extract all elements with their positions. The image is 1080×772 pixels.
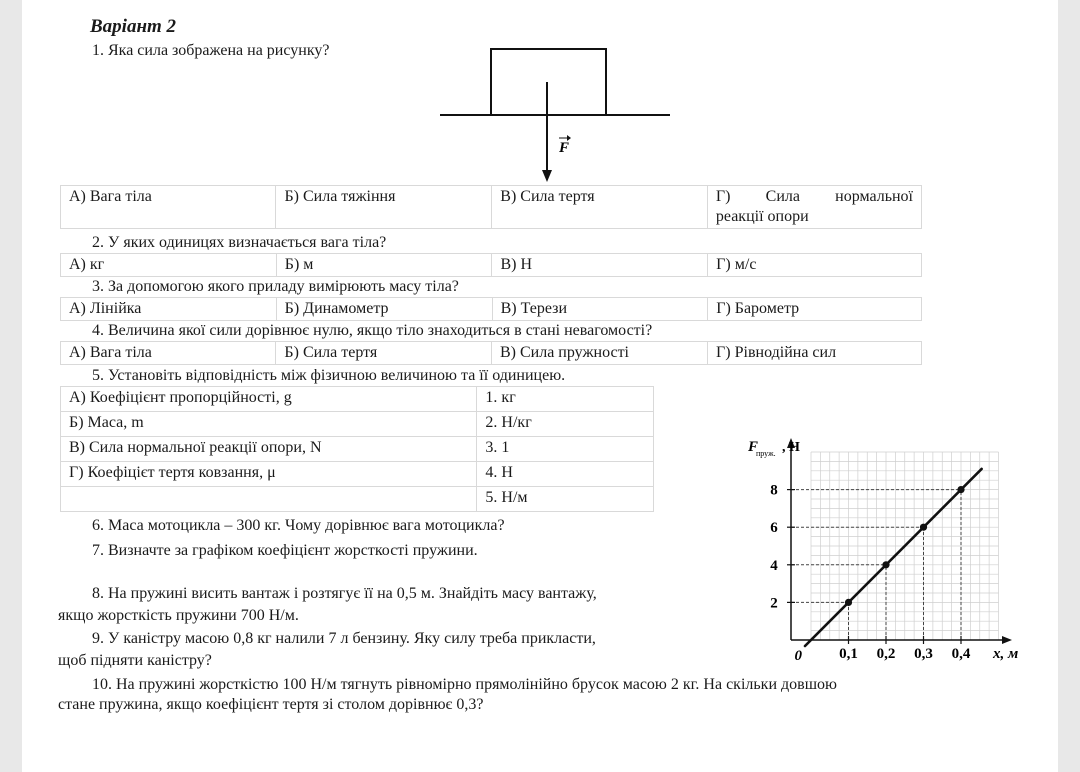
variant-title: Варіант 2 — [90, 16, 177, 37]
q4-option-c: В) Сила пружності — [491, 342, 707, 365]
q2-option-a: А) кг — [61, 254, 277, 277]
y-tick-label: 8 — [770, 482, 778, 499]
y-axis-label-main: F — [748, 439, 759, 455]
q5-right-5: 5. Н/м — [477, 487, 654, 512]
q1-option-c: В) Сила тертя — [492, 186, 708, 229]
q5-left-a: А) Коефіцієнт пропорційності, g — [61, 387, 477, 412]
origin-label: 0 — [794, 648, 802, 664]
question-8-line-1: 8. На пружині висить вантаж і розтягує її на 0,5 м. Знайдіть масу вантажу, — [92, 585, 597, 602]
q5-left-empty — [61, 487, 477, 512]
q5-right-3: 3. 1 — [477, 437, 654, 462]
q1-option-d — [707, 186, 921, 229]
q5-left-b: Б) Маса, m — [61, 412, 477, 437]
q5-right-1: 1. кг — [477, 387, 654, 412]
q2-option-d: Г) м/с — [708, 254, 922, 277]
series-line — [805, 469, 982, 646]
y-tick-label: 6 — [770, 520, 778, 537]
q3-option-a: А) Лінійка — [61, 298, 277, 321]
q5-left-c: В) Сила нормальної реакції опори, N — [61, 437, 477, 462]
q5-right-4: 4. Н — [477, 462, 654, 487]
chart-series — [805, 469, 982, 646]
question-4: 4. Величина якої сили дорівнює нулю, якщо тіло знаходиться в стані невагомості? — [92, 322, 653, 339]
question-10-line-1: 10. На пружині жорсткістю 100 Н/м тягнуть рівномірно прямолінійно брусок масою 2 кг. На скільки довшою — [92, 676, 837, 693]
q2-options-table — [60, 253, 922, 277]
question-5: 5. Установіть відповідність між фізичною величиною та її одиницею. — [92, 367, 566, 384]
q2-option-c: В) Н — [492, 254, 708, 277]
force-label: F — [559, 140, 570, 156]
question-2: 2. У яких одиницях визначається вага тіла? — [92, 234, 387, 251]
q3-option-b: Б) Динамометр — [276, 298, 492, 321]
x-tick-label: 0,1 — [839, 646, 858, 662]
y-axis-label-unit: , Н — [782, 440, 800, 455]
block-rect — [491, 49, 606, 115]
question-9-line-2: щоб підняти каністру? — [58, 652, 212, 669]
q2-option-b: Б) м — [276, 254, 492, 277]
q4-options-table — [60, 341, 922, 365]
question-9-line-1: 9. У каністру масою 0,8 кг налили 7 л бензину. Яку силу треба прикласти, — [92, 630, 596, 647]
q4-option-d: Г) Рівнодійна сил — [708, 342, 922, 365]
question-1: 1. Яка сила зображена на рисунку? — [92, 42, 330, 59]
data-point — [920, 524, 927, 531]
data-point — [957, 486, 964, 493]
q5-matching-table — [60, 386, 654, 512]
q1-option-a: А) Вага тіла — [61, 186, 276, 229]
q4-option-a: А) Вага тіла — [61, 342, 276, 365]
q3-options-table — [60, 297, 922, 321]
q1-option-d-word-1: Г) — [715, 188, 731, 205]
question-7: 7. Визначте за графіком коефіцієнт жорсткості пружини. — [92, 542, 478, 559]
chart-axes — [787, 438, 1012, 644]
y-tick-label: 4 — [770, 557, 778, 574]
question-6: 6. Маса мотоцикла – 300 кг. Чому дорівнює вага мотоцикла? — [92, 517, 505, 534]
q5-left-d: Г) Коефіцієт тертя ковзання, μ — [61, 462, 477, 487]
worksheet-page — [22, 0, 1058, 772]
q1-option-d-word-3: нормальної — [835, 188, 913, 205]
force-diagram — [438, 44, 678, 186]
q1-option-d-line-2: реакції опори — [715, 208, 809, 225]
data-point — [882, 561, 889, 568]
force-arrow-head — [542, 170, 552, 182]
q3-option-d: Г) Барометр — [708, 298, 922, 321]
q3-option-c: В) Терези — [492, 298, 708, 321]
x-tick-label: 0,3 — [914, 646, 933, 662]
x-axis-arrow — [1002, 636, 1012, 644]
y-axis-label-sub: пруж. — [756, 449, 776, 458]
q1-option-d-word-2: Сила — [765, 188, 800, 205]
x-tick-label: 0,4 — [951, 646, 971, 662]
q1-option-b: Б) Сила тяжіння — [276, 186, 492, 229]
question-3: 3. За допомогою якого приладу вимірюють масу тіла? — [92, 278, 459, 295]
y-tick-label: 2 — [770, 595, 778, 612]
q5-right-2: 2. Н/кг — [477, 412, 654, 437]
q1-options-table — [60, 185, 922, 229]
data-point — [845, 599, 852, 606]
question-8-line-2: якщо жорсткість пружини 700 Н/м. — [58, 607, 299, 624]
x-axis-label: x, м — [993, 646, 1019, 662]
spring-force-chart — [710, 426, 1019, 666]
q4-option-b: Б) Сила тертя — [276, 342, 492, 365]
x-tick-label: 0,2 — [876, 646, 896, 662]
question-10-line-2: стане пружина, якщо коефіцієнт тертя зі столом дорівнює 0,3? — [58, 696, 484, 713]
